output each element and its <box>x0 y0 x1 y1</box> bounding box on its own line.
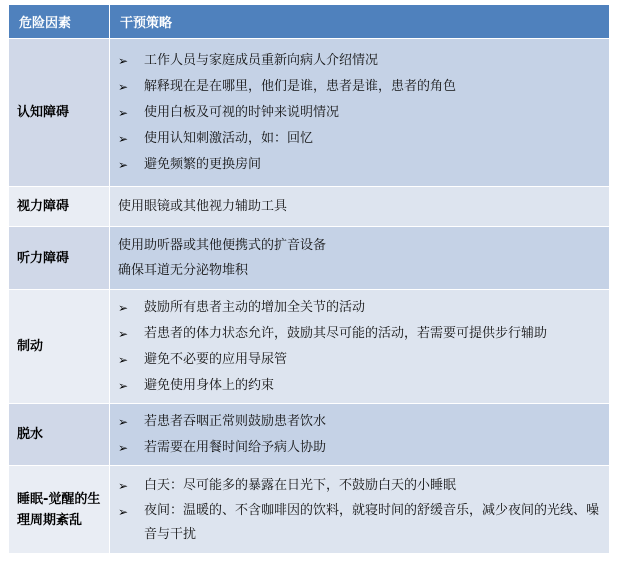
header-strategy: 干预策略 <box>110 5 610 39</box>
arrow-bullet-icon: ➢ <box>118 352 129 367</box>
arrow-bullet-icon: ➢ <box>118 478 129 493</box>
arrow-bullet-icon: ➢ <box>118 378 129 393</box>
strategy-text: 使用助听器或其他便携式的扩音设备 <box>118 238 327 253</box>
strategy-item <box>118 347 609 373</box>
strategy-item <box>118 233 609 258</box>
arrow-bullet-icon: ➢ <box>118 157 129 172</box>
strategy-text: 夜间：温暖的、不含咖啡因的饮料，就寝时间的舒缓音乐，减少夜间的光线、噪音与干扰 <box>144 502 600 542</box>
arrow-bullet-icon: ➢ <box>118 504 129 519</box>
table-row <box>9 290 610 404</box>
table-row <box>9 404 610 466</box>
strategy-cell <box>110 187 610 227</box>
strategy-text: 若患者吞咽正常则鼓励患者饮水 <box>144 413 327 429</box>
arrow-bullet-icon: ➢ <box>118 440 129 455</box>
arrow-bullet-icon: ➢ <box>118 300 129 315</box>
risk-factor-cell: 视力障碍 <box>9 187 110 227</box>
arrow-bullet-icon: ➢ <box>118 414 129 429</box>
strategy-text: 若患者的体力状态允许，鼓励其尽可能的活动，若需要可提供步行辅助 <box>144 325 548 341</box>
strategy-item <box>118 499 609 547</box>
strategy-text: 鼓励所有患者主动的增加全关节的活动 <box>144 299 366 315</box>
strategy-cell <box>110 39 610 187</box>
strategy-text: 工作人员与家庭成员重新向病人介绍情况 <box>144 52 379 68</box>
risk-factor-cell: 制动 <box>9 290 110 404</box>
table-header-row <box>9 5 610 39</box>
strategy-cell <box>110 404 610 466</box>
strategy-item <box>118 74 609 100</box>
strategy-item <box>118 409 609 435</box>
strategy-item <box>118 126 609 152</box>
strategy-text: 确保耳道无分泌物堆积 <box>118 263 249 278</box>
strategy-text: 使用认知刺激活动，如：回忆 <box>144 130 314 146</box>
strategy-text: 使用眼镜或其他视力辅助工具 <box>118 199 288 214</box>
strategy-text: 避免使用身体上的约束 <box>144 377 275 393</box>
strategy-item <box>118 295 609 321</box>
arrow-bullet-icon: ➢ <box>118 53 129 68</box>
table-row <box>9 187 610 227</box>
strategy-item <box>118 473 609 499</box>
strategy-text: 白天：尽可能多的暴露在日光下，不鼓励白天的小睡眠 <box>144 477 457 493</box>
table-row <box>9 39 610 187</box>
arrow-bullet-icon: ➢ <box>118 105 129 120</box>
strategy-text: 解释现在是在哪里，他们是谁，患者是谁，患者的角色 <box>144 78 457 94</box>
arrow-bullet-icon: ➢ <box>118 79 129 94</box>
arrow-bullet-icon: ➢ <box>118 131 129 146</box>
risk-factor-cell: 认知障碍 <box>9 39 110 187</box>
strategy-item <box>118 100 609 126</box>
table-row <box>9 466 610 554</box>
strategy-text: 避免不必要的应用导尿管 <box>144 351 288 367</box>
strategy-text: 若需要在用餐时间给予病人协助 <box>144 439 327 455</box>
strategy-cell <box>110 290 610 404</box>
intervention-table <box>8 4 610 554</box>
strategy-item <box>118 152 609 178</box>
strategy-item <box>118 435 609 461</box>
strategy-text: 避免频繁的更换房间 <box>144 156 262 172</box>
strategy-item <box>118 373 609 399</box>
strategy-item <box>118 194 609 219</box>
strategy-cell <box>110 466 610 554</box>
risk-factor-cell: 听力障碍 <box>9 227 110 290</box>
arrow-bullet-icon: ➢ <box>118 326 129 341</box>
risk-factor-cell: 脱水 <box>9 404 110 466</box>
strategy-item <box>118 48 609 74</box>
strategy-item <box>118 321 609 347</box>
table-row <box>9 227 610 290</box>
risk-factor-cell: 睡眠-觉醒的生理周期紊乱 <box>9 466 110 554</box>
strategy-cell <box>110 227 610 290</box>
strategy-text: 使用白板及可视的时钟来说明情况 <box>144 104 340 120</box>
strategy-item <box>118 258 609 283</box>
header-risk-factor: 危险因素 <box>9 5 110 39</box>
